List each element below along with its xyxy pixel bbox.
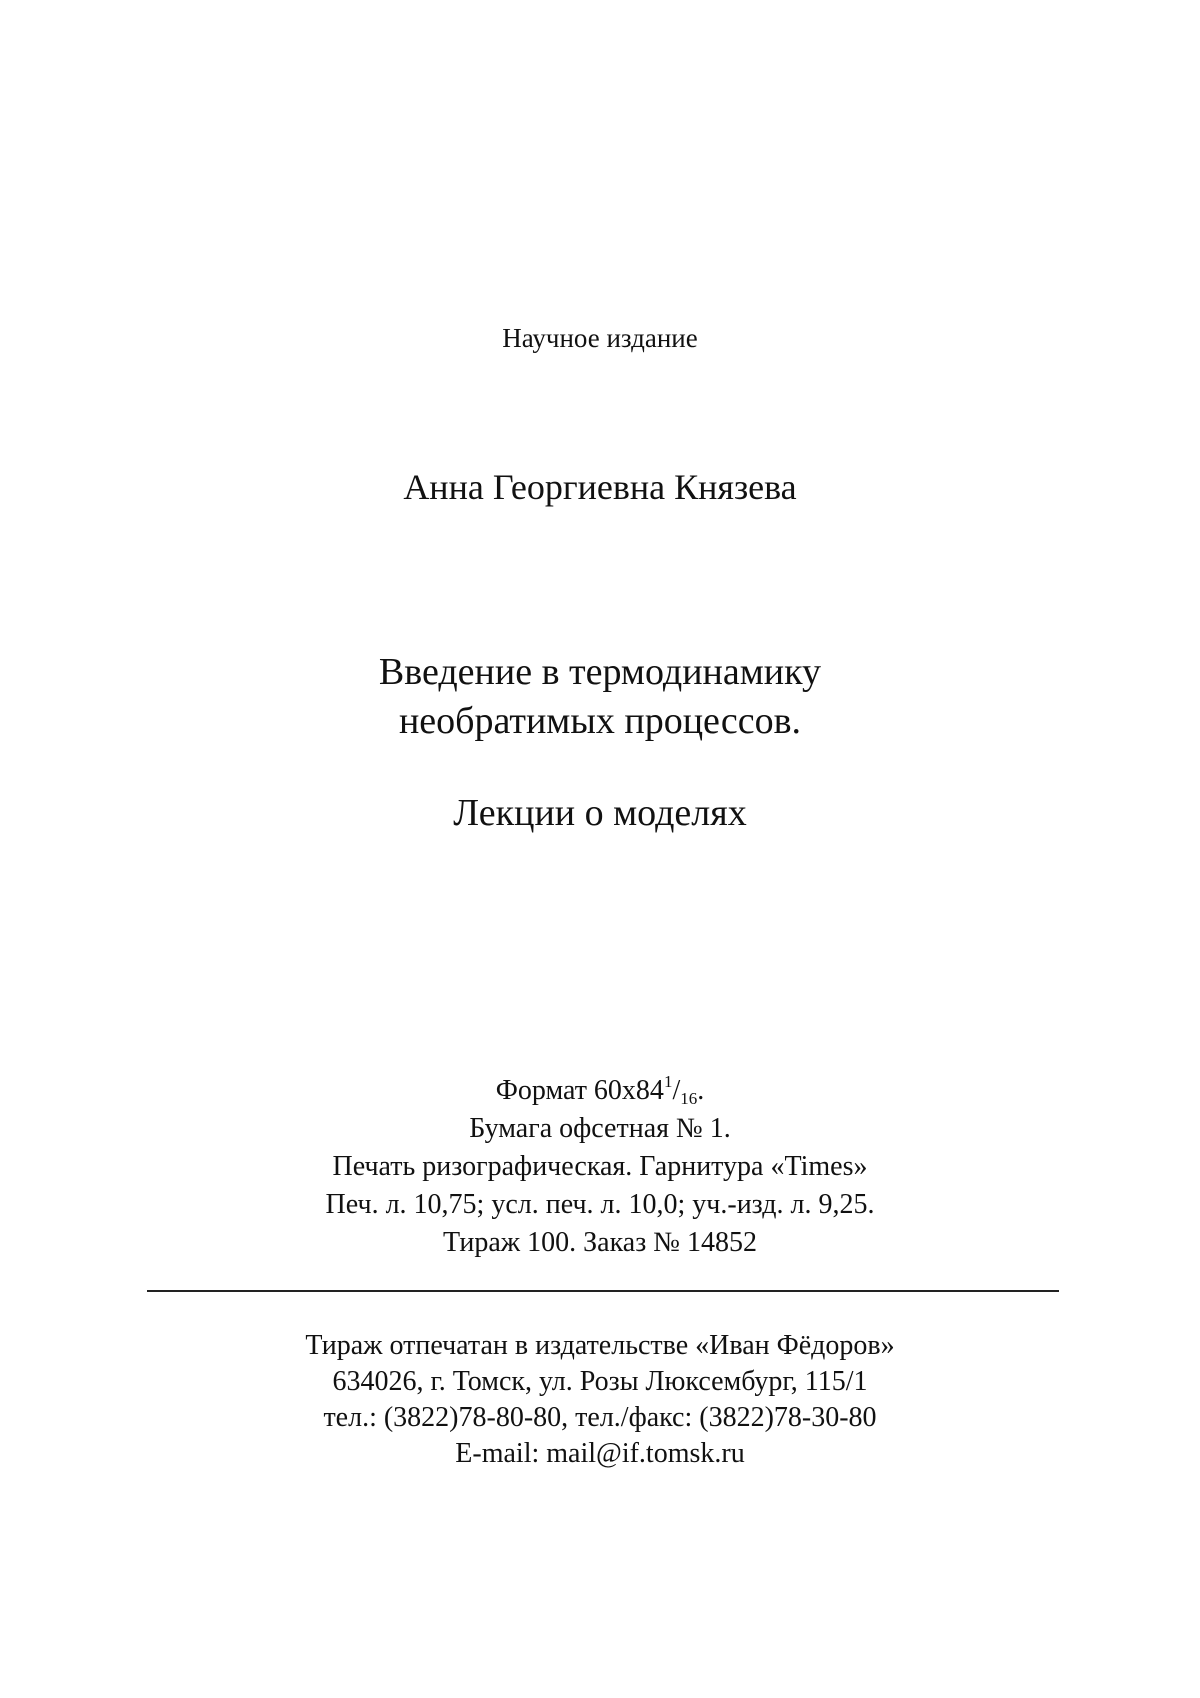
format-suffix: . bbox=[697, 1075, 705, 1106]
format-prefix: Формат 60х84 bbox=[495, 1075, 664, 1106]
book-title-line-2: необратимых процессов. bbox=[398, 700, 802, 742]
format-fraction-numerator: 1 bbox=[663, 1072, 673, 1091]
horizontal-divider bbox=[147, 1290, 1059, 1292]
book-subtitle: Лекции о моделях bbox=[453, 792, 747, 834]
edition-type: Научное издание bbox=[502, 323, 698, 353]
publisher-address: 634026, г. Томск, ул. Розы Люксембург, 115/1 bbox=[332, 1366, 868, 1397]
imprint-format bbox=[0, 1072, 1200, 1108]
book-title-line-1: Введение в термодинамику bbox=[378, 651, 822, 693]
imprint-paper: Бумага офсетная № 1. bbox=[469, 1113, 731, 1144]
imprint-sheets: Печ. л. 10,75; усл. печ. л. 10,0; уч.-изд. л. 9,25. bbox=[325, 1189, 875, 1220]
format-fraction-slash: / bbox=[672, 1075, 681, 1106]
publisher-phones: тел.: (3822)78-80-80, тел./факс: (3822)78-30-80 bbox=[323, 1402, 877, 1433]
imprint-circulation-order: Тираж 100. Заказ № 14852 bbox=[442, 1227, 757, 1258]
imprint-printing: Печать ризографическая. Гарнитура «Times» bbox=[332, 1151, 868, 1182]
publisher-line: Тираж отпечатан в издательстве «Иван Фёдоров» bbox=[305, 1330, 895, 1361]
publisher-email: E-mail: mail@if.tomsk.ru bbox=[455, 1438, 745, 1469]
format-fraction-denominator: 16 bbox=[680, 1089, 698, 1108]
author-name: Анна Георгиевна Князева bbox=[403, 467, 797, 507]
